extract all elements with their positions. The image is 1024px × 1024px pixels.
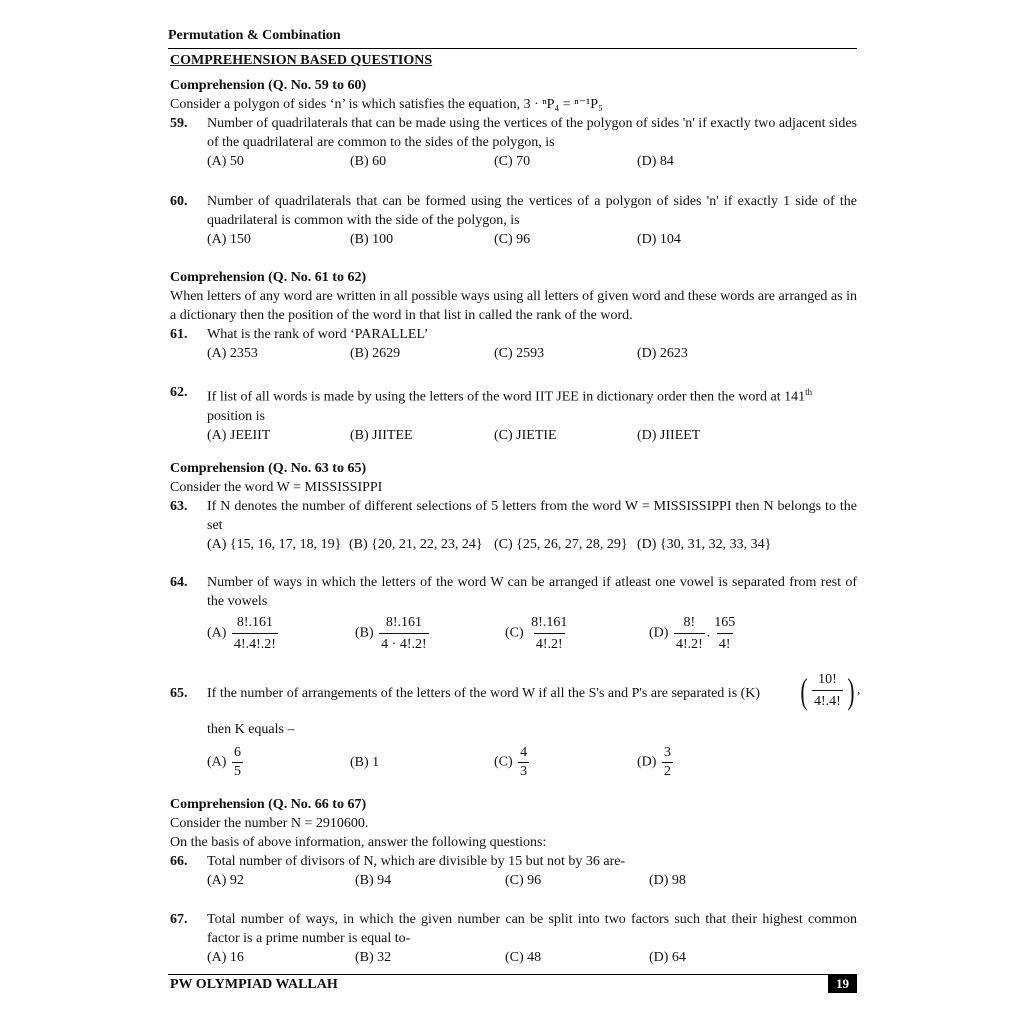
question-number: 67. [170,912,188,927]
comprehension-59-60 [170,76,857,172]
question-text: Number of quadrilaterals that can be formed using the vertices of a polygon of sides 'n' if exactly 1 side of the quadrilateral is common with the side of the polygon, is [207,194,857,228]
section-heading: COMPREHENSION BASED QUESTIONS [170,53,433,68]
question-65 [170,670,861,787]
option-b: (B) 60 [350,154,387,169]
comprehension-intro: Consider the word W = MISSISSIPPI [170,480,383,495]
question-number: 61. [170,327,188,342]
option-a: (A) $\frac{6}{5}$ [207,745,241,779]
option-b: (B) 94 [355,873,392,888]
option-a: (A) 50 [207,154,244,169]
question-number: 59. [170,116,188,131]
option-c: (C) 70 [494,154,531,169]
question-65-fraction: ( $\frac{10!}{4!.4!}$ ) , [800,670,861,711]
options [207,344,857,364]
option-a: (A) 92 [207,873,244,888]
comprehension-66-67 [170,795,857,891]
question-67 [170,910,857,968]
comprehension-intro: When letters of any word are written in all possible ways using all letters of given word and these words are arranged as in a dictionary then the position of the word in that list in called the rank of the word. [170,289,857,323]
question-text: Number of ways in which the letters of the word W can be arranged if atleast one vowel is separated from rest of the vowels [207,575,857,609]
option-b: (B) 100 [350,232,394,247]
option-d: (D) 98 [649,873,686,888]
option-c: (C) 96 [505,873,542,888]
question-60 [170,192,857,250]
question-number: 66. [170,854,188,869]
footer-divider [168,974,857,975]
comprehension-title: Comprehension (Q. No. 61 to 62) [170,270,367,285]
question-text-2: then K equals – [207,722,295,737]
option-c: (C) 2593 [494,346,545,361]
options [207,745,857,787]
question-61 [170,325,857,364]
option-b: (B) 2629 [350,346,401,361]
comprehension-title: Comprehension (Q. No. 66 to 67) [170,797,367,812]
comprehension-intro: Consider the number N = 2910600. [170,816,369,831]
question-62 [170,383,857,446]
option-a: (A) JEEIIT [207,427,271,443]
option-a: (A) {15, 16, 17, 18, 19} [207,537,342,552]
question-number: 60. [170,194,188,209]
option-c: (C) $\frac{8!.161}{4!.2!}$ [505,615,568,652]
page [168,0,861,1024]
question-59 [170,114,857,172]
option-a: (A) 16 [207,950,244,965]
option-d: (D) 104 [637,232,681,247]
footer-brand: PW OLYMPIAD WALLAH [170,977,338,992]
question-64 [170,573,857,653]
question-number: 62. [170,385,188,400]
option-c: (C) {25, 26, 27, 28, 29} [494,537,628,552]
page-header-title: Permutation & Combination [168,28,341,43]
option-b: (B) $\frac{8!.161}{4 \cdot 4!.2!}$ [355,615,427,652]
comprehension-63-65 [170,459,857,555]
page-number: 19 [828,975,857,993]
option-d: (D) {30, 31, 32, 33, 34} [637,537,772,552]
question-text: Total number of divisors of N, which are divisible by 15 but not by 36 are- [207,854,626,869]
comprehension-title: Comprehension (Q. No. 63 to 65) [170,461,367,476]
options [207,948,857,968]
comprehension-intro: On the basis of above information, answer the following questions: [170,835,547,850]
option-d: (D) 64 [649,950,686,965]
comprehension-61-62 [170,268,857,364]
question-text: Number of quadrilaterals that can be made using the vertices of the polygon of sides 'n' if exactly two adjacent sides of the quadrilateral are common to the sides of the polygon, is [207,116,857,150]
option-c: (C) 96 [494,232,531,247]
options [207,426,857,446]
question-number: 63. [170,499,188,514]
question-text: Total number of ways, in which the given number can be split into two factors such that their highest common factor is a prime number is equal to- [207,912,857,946]
option-a: (A) 2353 [207,346,258,361]
question-text: If list of all words is made by using the letters of the word IIT JEE in dictionary order then the word at 141th position is [207,387,813,424]
option-c: (C) $\frac{4}{3}$ [494,745,528,779]
option-d: (D) 84 [637,154,674,169]
comprehension-intro: Consider a polygon of sides ‘n’ is which satisfies the equation, 3 · ⁿP₄ = ⁿ⁻¹P₅ [170,97,603,112]
options [207,535,857,555]
option-a: (A) $\frac{8!.161}{4!.4!.2!}$ [207,615,276,652]
question-66 [170,852,857,891]
option-d: (D) $\frac{8!}{4!.2!}$ . $\frac{165}{4!}$ [649,615,736,652]
option-b: (B) {20, 21, 22, 23, 24} [349,537,483,552]
option-c: (C) JIETIE [494,427,557,443]
option-d: (D) $\frac{3}{2}$ [637,745,671,779]
header-divider [168,48,857,49]
question-text: If the number of arrangements of the letters of the word W if all the S's and P's are separated is (K) [207,686,761,701]
option-d: (D) JIIEET [637,427,701,443]
comprehension-title: Comprehension (Q. No. 59 to 60) [170,78,367,93]
option-d: (D) 2623 [637,346,688,361]
options [207,230,857,250]
option-a: (A) 150 [207,232,251,247]
option-b: (B) 32 [355,950,392,965]
options [207,871,857,891]
question-number: 64. [170,575,188,590]
question-63 [170,497,857,555]
question-text: If N denotes the number of different selections of 5 letters from the word W = MISSISSIPPI then N belongs to the set [207,499,857,533]
option-c: (C) 48 [505,950,542,965]
option-b: (B) JIITEE [350,427,413,443]
question-text: What is the rank of word ‘PARALLEL’ [207,327,429,342]
options [207,152,857,172]
options [207,611,857,653]
question-number: 65. [170,686,188,701]
option-b: (B) 1 [350,755,380,770]
